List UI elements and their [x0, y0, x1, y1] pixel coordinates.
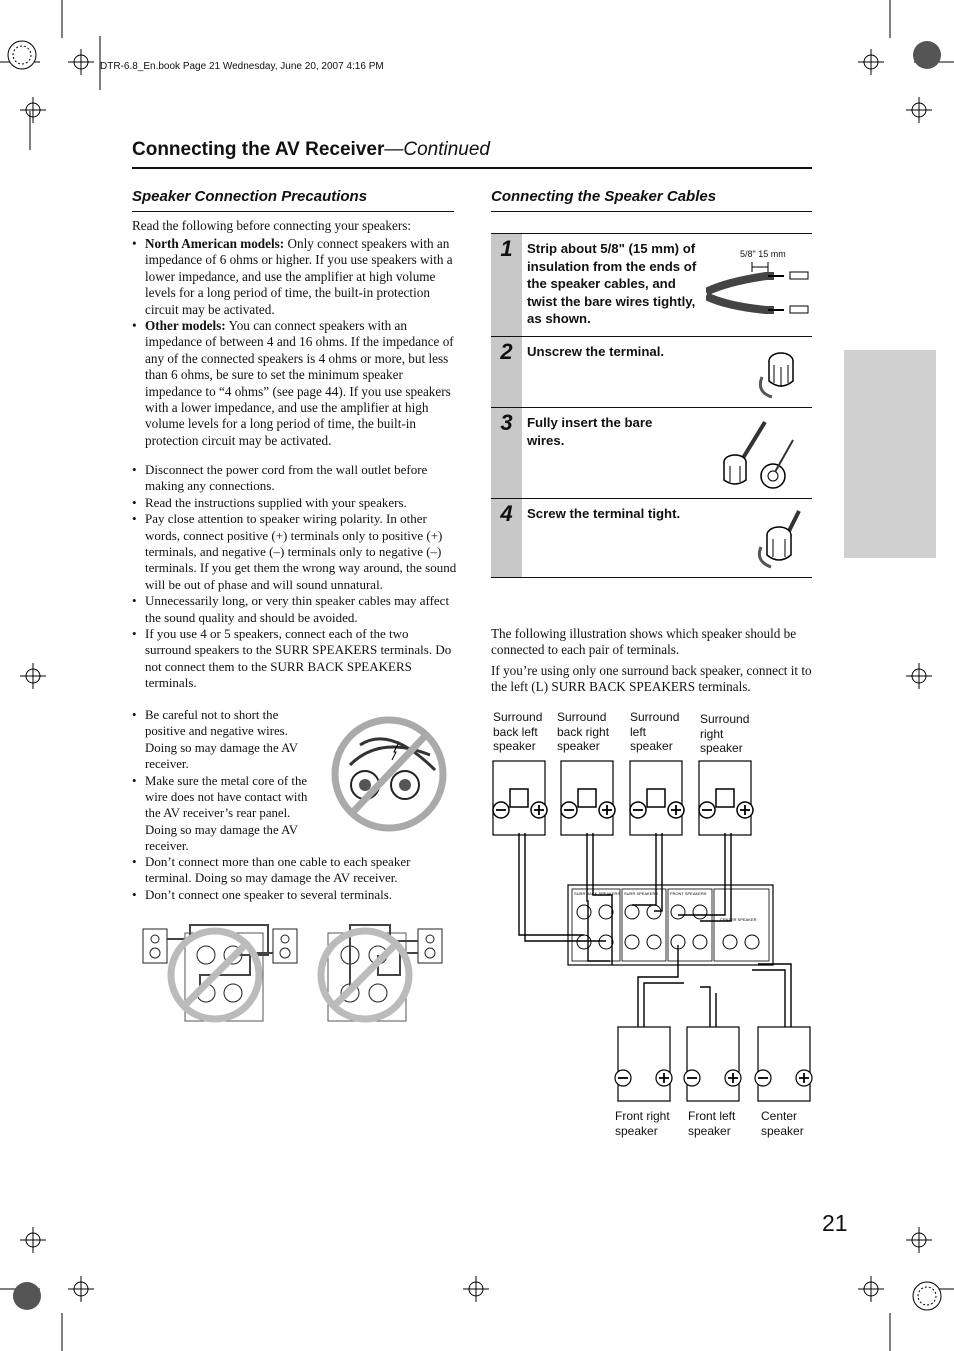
- step-text: Unscrew the terminal.: [527, 344, 665, 359]
- page-title: [132, 139, 490, 161]
- label-center: Center speaker: [761, 1109, 804, 1138]
- unscrew-terminal-icon: [756, 347, 806, 403]
- section-title-precautions: Speaker Connection Precautions: [132, 188, 368, 205]
- wrong-connection-illustration-2: [310, 915, 445, 1023]
- precautions-list-d: [132, 854, 454, 903]
- stripped-cable-icon: [706, 262, 811, 322]
- label-front-right: Front right speaker: [615, 1109, 670, 1138]
- title-continued: —Continued: [384, 139, 490, 160]
- list-item: • Don’t connect more than one cable to each speaker terminal. Doing so may damage the AV receiver.: [132, 854, 454, 887]
- svg-text:CENTER SPEAKER: CENTER SPEAKER: [720, 917, 757, 922]
- step-3: [491, 408, 812, 499]
- step-number: 3: [491, 408, 522, 498]
- list-item: • Read the instructions supplied with your speakers.: [132, 495, 457, 511]
- label-surround-back-left: Surround back left speaker: [493, 710, 543, 754]
- step-text: Screw the terminal tight.: [527, 506, 681, 521]
- step-text: Strip about 5/8" (15 mm) of insulation from the ends of the speaker cables, and twist the bare wires tightly, as shown.: [527, 241, 697, 327]
- label-surround-right: Surround right speaker: [700, 712, 750, 756]
- step-text: Fully insert the bare wires.: [527, 415, 653, 448]
- tighten-terminal-icon: [753, 509, 808, 571]
- print-info-line: DTR-6.8_En.book Page 21 Wednesday, June 20, 2007 4:16 PM: [100, 61, 384, 72]
- step-number: 1: [491, 234, 522, 336]
- list-item: • North American models: Only connect speakers with an impedance of 6 ohms or higher. If you use speakers with a lower impedance, and use the amplifier at high volume levels for a long period of time, the built-in protection circuit may be activated.: [132, 236, 454, 318]
- list-item: • Other models: You can connect speakers with an impedance of between 4 and 16 ohms. If the impedance of any of the connected speakers is 4 ohms or more, but less than 6 ohms, be sure to set the minimum speaker impedance to “4 ohms” (see page 44). If you use speakers with a lower impedance, and use the amplifier at high volume levels for a long period of time, the built-in protection circuit may be activated.: [132, 318, 454, 449]
- label-surround-left: Surround left speaker: [630, 710, 680, 754]
- list-item: • Make sure the metal core of the wire does not have contact with the AV receiver’s rear panel. Doing so may damage the AV receiver.: [132, 773, 318, 855]
- list-item: • If you use 4 or 5 speakers, connect each of the two surround speakers to the SURR SPEAKERS terminals. Do not connect them to the SURR BACK SPEAKERS terminals.: [132, 626, 457, 692]
- insert-wire-icon: [713, 418, 808, 494]
- step-number: 4: [491, 499, 522, 577]
- chapter-side-tab: [844, 350, 936, 558]
- step-4: [491, 499, 812, 578]
- short-circuit-prohibited-illustration: [330, 715, 450, 833]
- list-item: • Disconnect the power cord from the wall outlet before making any connections.: [132, 462, 457, 495]
- wiring-intro-paragraph: The following illustration shows which speaker should be connected to each pair of terminals.: [491, 626, 797, 658]
- receiver-panel: [568, 885, 773, 965]
- page-number: 21: [822, 1210, 848, 1236]
- section-rule: [491, 211, 812, 212]
- svg-text:SURR BACK SPEAKERS: SURR BACK SPEAKERS: [574, 891, 621, 896]
- list-item: • Pay close attention to speaker wiring polarity. In other words, connect positive (+) terminals only to positive (+) terminals, and negative (–) terminals only to negative (–) terminals. If you get them the wrong way around, the sound will be out of phase and will sound unnatural.: [132, 511, 457, 593]
- label-front-left: Front left speaker: [688, 1109, 736, 1138]
- label-surround-back-right: Surround back right speaker: [557, 710, 610, 754]
- step-2: [491, 337, 812, 408]
- svg-text:FRONT SPEAKERS: FRONT SPEAKERS: [670, 891, 707, 896]
- list-item: • Unnecessarily long, or very thin speaker cables may affect the sound quality and should be avoided.: [132, 593, 457, 626]
- speaker-wiring-diagram: [488, 755, 818, 1105]
- top-speakers: [493, 761, 751, 835]
- section-title-connecting: Connecting the Speaker Cables: [491, 188, 717, 205]
- section-rule: [132, 211, 454, 212]
- step-number: 2: [491, 337, 522, 407]
- step-1: [491, 234, 812, 337]
- header-rule: [132, 167, 812, 169]
- precautions-list-a: [132, 236, 454, 449]
- bottom-speakers: [615, 1027, 812, 1101]
- intro-text: Read the following before connecting your speakers:: [132, 218, 412, 233]
- title-text: Connecting the AV Receiver: [132, 139, 385, 160]
- wiring-note-paragraph: If you’re using only one surround back speaker, connect it to the left (L) SURR BACK SPEAKERS terminals.: [491, 663, 812, 695]
- svg-text:SURR SPEAKERS: SURR SPEAKERS: [624, 891, 659, 896]
- list-item: • Don’t connect one speaker to several terminals.: [132, 887, 454, 903]
- wrong-connection-illustration-1: [140, 915, 300, 1023]
- strip-length-label: 5/8" 15 mm: [740, 249, 786, 259]
- precautions-list-c: [132, 707, 318, 855]
- list-item: • Be careful not to short the positive and negative wires. Doing so may damage the AV receiver.: [132, 707, 318, 773]
- precautions-list-b: [132, 462, 457, 692]
